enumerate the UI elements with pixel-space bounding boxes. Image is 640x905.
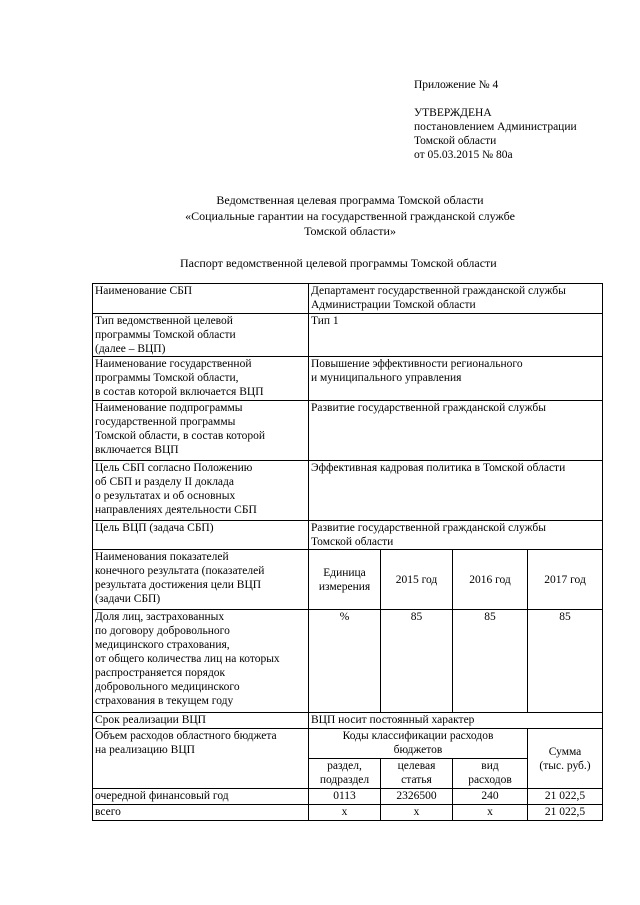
indicator-label-line5: распространяется порядок: [95, 667, 226, 680]
row-expenses-header: [93, 729, 603, 759]
year-2017-header: 2017 год: [528, 550, 603, 610]
indicator-label-line3: медицинского страхования,: [95, 639, 230, 652]
vcp-type-label: [93, 314, 309, 357]
passport-title: Паспорт ведомственной целевой программы Томской области: [180, 256, 497, 270]
state-program-label-line2: программы Томской области,: [95, 372, 239, 385]
subprogram-value: Развитие государственной гражданской службы: [309, 401, 603, 461]
sbp-goal-label-line4: направлениях деятельности СБП: [95, 504, 257, 517]
subprogram-label-line1: Наименование подпрограммы: [95, 402, 243, 415]
indicators-label-line4: (задачи СБП): [95, 593, 161, 606]
program-title-line2: «Социальные гарантии на государственной гражданской службе: [185, 208, 515, 223]
vcp-goal-value-line2: Томской области: [311, 536, 394, 549]
indicator-unit: %: [309, 610, 381, 713]
budget-codes-header-line2: бюджетов: [393, 744, 443, 757]
term-value: ВЦП носит постоянный характер: [309, 713, 603, 729]
state-program-value: [309, 357, 603, 401]
target-article-header-line2: статья: [401, 774, 432, 787]
indicator-label: [93, 610, 309, 713]
row-next-year: [93, 789, 603, 805]
state-program-label-line3: в состав которой включается ВЦП: [95, 386, 264, 399]
sbp-goal-value: Эффективная кадровая политика в Томской области: [309, 461, 603, 521]
expense-kind-header-line1: вид: [481, 760, 499, 773]
row-indicator: [93, 610, 603, 713]
vcp-type-label-line3: (далее – ВЦП): [95, 343, 166, 356]
vcp-goal-value: [309, 521, 603, 550]
expenses-label-line1: Объем расходов областного бюджета: [95, 730, 277, 743]
vcp-type-label-line1: Тип ведомственной целевой: [95, 315, 233, 327]
total-label: всего: [93, 805, 309, 821]
vcp-type-label-line2: программы Томской области: [95, 329, 236, 342]
state-program-value-line1: Повышение эффективности регионального: [311, 358, 523, 371]
expenses-label-line2: на реализацию ВЦП: [95, 744, 195, 757]
total-target: х: [381, 805, 453, 821]
row-vcp-type: [93, 314, 603, 357]
program-title: [60, 193, 640, 240]
next-year-label: очередной финансовый год: [93, 789, 309, 805]
sbp-name-value-line1: Департамент государственной гражданской службы: [311, 285, 566, 297]
next-year-section: 0113: [309, 789, 381, 805]
total-kind: х: [453, 805, 528, 821]
next-year-sum: 21 022,5: [528, 789, 603, 805]
row-sbp-goal: [93, 461, 603, 521]
section-header-line1: раздел,: [327, 760, 362, 773]
sbp-goal-label-line3: о результатах и об основных: [95, 490, 236, 503]
year-2016-header: 2016 год: [453, 550, 528, 610]
program-title-line3: Томской области»: [304, 224, 396, 239]
target-article-header: [381, 759, 453, 789]
unit-header-line1: Единица: [323, 566, 366, 579]
row-term: [93, 713, 603, 729]
row-sbp-name: [93, 284, 603, 314]
state-program-value-line2: и муниципального управления: [311, 372, 462, 385]
expenses-label: [93, 729, 309, 789]
vcp-goal-value-line1: Развитие государственной гражданской службы: [311, 522, 546, 535]
total-section: х: [309, 805, 381, 821]
approved-stamp: УТВЕРЖДЕНА: [414, 107, 492, 120]
row-subprogram: [93, 401, 603, 461]
approved-by-line1: постановлением Администрации: [414, 121, 577, 134]
approved-by-line2: Томской области: [414, 135, 497, 148]
subprogram-label-line3: Томской области, в состав которой: [95, 430, 266, 443]
approval-block: [414, 78, 624, 162]
indicators-label-line1: Наименования показателей: [95, 551, 229, 564]
vcp-goal-label: Цель ВЦП (задача СБП): [93, 521, 309, 550]
sbp-name-label: Наименование СБП: [93, 284, 309, 314]
section-header: [309, 759, 381, 789]
section-header-line2: подраздел: [319, 774, 370, 787]
indicator-value-2017: 85: [528, 610, 603, 713]
indicators-label: [93, 550, 309, 610]
state-program-label: [93, 357, 309, 401]
total-sum: 21 022,5: [528, 805, 603, 821]
sbp-name-value-line2: Администрации Томской области: [311, 299, 476, 312]
passport-table: [92, 283, 603, 821]
indicator-label-line6: добровольного медицинского: [95, 681, 240, 694]
sbp-goal-label-line2: об СБП и разделу II доклада: [95, 476, 234, 489]
indicator-label-line4: от общего количества лиц на которых: [95, 653, 280, 666]
row-indicators-header: [93, 550, 603, 610]
vcp-type-value: Тип 1: [309, 314, 603, 357]
appendix-number: Приложение № 4: [414, 79, 499, 91]
row-vcp-goal: [93, 521, 603, 550]
subprogram-label: [93, 401, 309, 461]
indicator-value-2016: 85: [453, 610, 528, 713]
row-state-program: [93, 357, 603, 401]
sum-header: [528, 729, 603, 789]
sum-header-line1: Сумма: [548, 745, 582, 758]
indicator-label-line1: Доля лиц, застрахованных: [95, 611, 225, 624]
indicator-value-2015: 85: [381, 610, 453, 713]
sbp-name-value: [309, 284, 603, 314]
row-total: [93, 805, 603, 821]
unit-header: [309, 550, 381, 610]
indicator-label-line7: страхования в текущем году: [95, 695, 234, 708]
term-label: Срок реализации ВЦП: [93, 713, 309, 729]
sbp-goal-label: [93, 461, 309, 521]
sbp-goal-label-line1: Цель СБП согласно Положению: [95, 462, 253, 475]
unit-header-line2: измерения: [318, 580, 371, 593]
subprogram-label-line4: включается ВЦП: [95, 444, 179, 457]
state-program-label-line1: Наименование государственной: [95, 358, 252, 371]
year-2015-header: 2015 год: [381, 550, 453, 610]
indicator-label-line2: по договору добровольного: [95, 625, 230, 638]
expense-kind-header: [453, 759, 528, 789]
sum-header-line2: (тыс. руб.): [539, 759, 591, 772]
indicators-label-line2: конечного результата (показателей: [95, 565, 265, 578]
approval-date: от 05.03.2015 № 80а: [414, 149, 513, 162]
next-year-target: 2326500: [381, 789, 453, 805]
budget-codes-header-line1: Коды классификации расходов: [342, 730, 494, 743]
expense-kind-header-line2: расходов: [468, 774, 512, 787]
indicators-label-line3: результата достижения цели ВЦП: [95, 579, 262, 592]
next-year-kind: 240: [453, 789, 528, 805]
budget-codes-header: [309, 729, 528, 759]
target-article-header-line1: целевая: [397, 760, 436, 773]
program-title-line1: Ведомственная целевая программа Томской области: [216, 193, 484, 207]
subprogram-label-line2: государственной программы: [95, 416, 236, 429]
